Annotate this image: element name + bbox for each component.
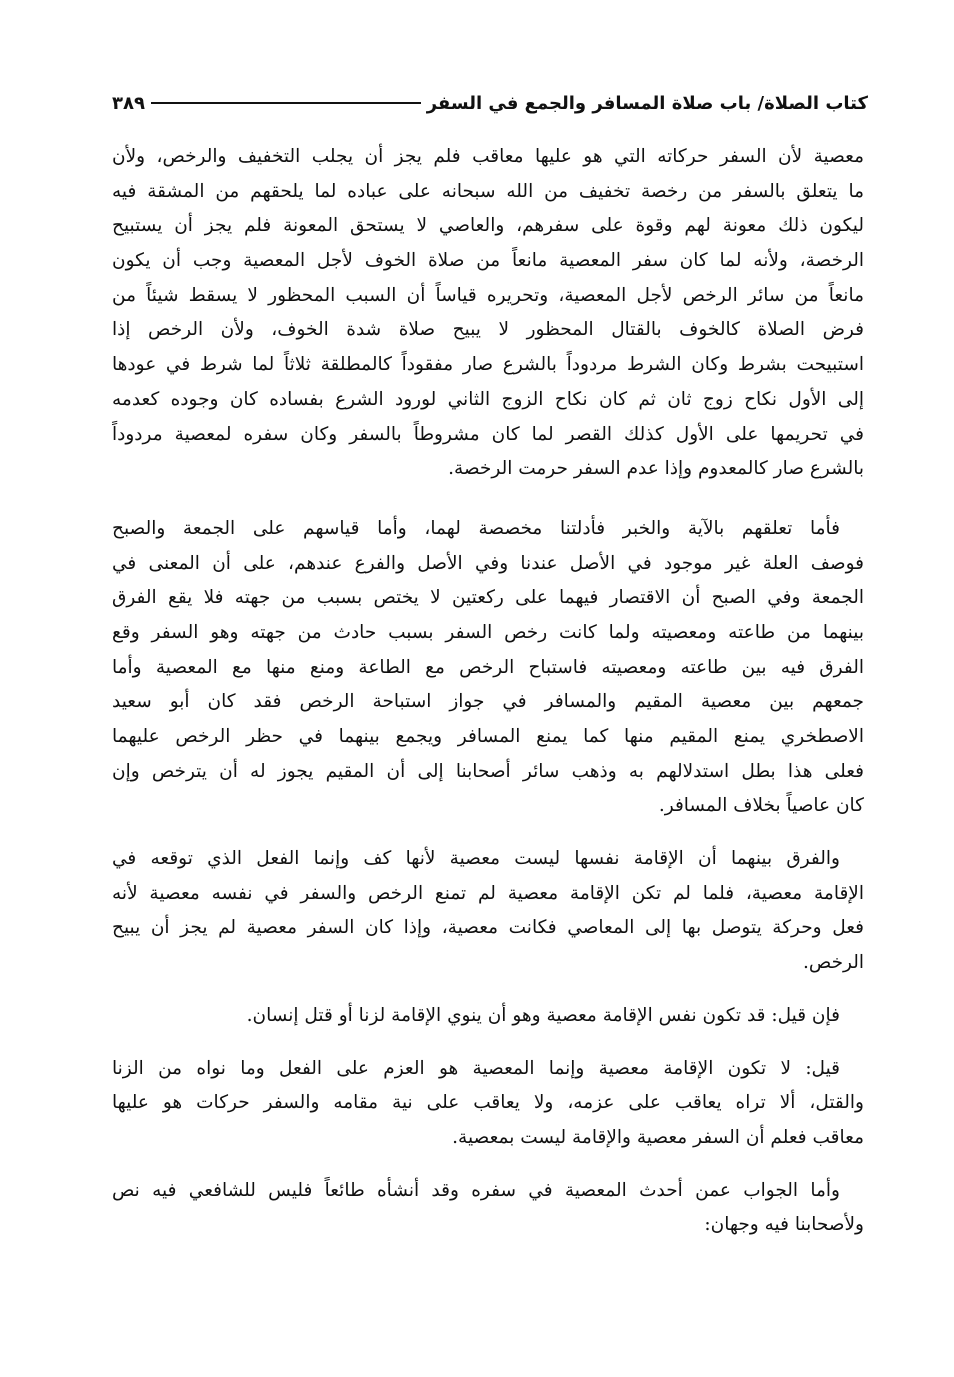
text-line: ولأصحابنا فيه وجهان: [704,1214,864,1236]
paragraph [112,512,864,824]
paragraph [112,1174,864,1243]
text-line: الرخص. [803,952,864,974]
text-line: استبيحت بشرط وكان الشرط مردوداً بالشرع صار مفقوداً كالمطلقة ثلاثاً لما شرط في عودها [112,354,864,376]
text-line: الفرق فيه بين طاعته ومعصيته فاستباح الرخص مع الطاعة ومنع منها مع المعصية وأما [112,656,864,678]
text-line: مانعاً من سائر الرخص لأجل المعصية، وتحريره قياساً أن السبب المحظور لا يسقط شيئاً من [112,284,864,306]
paragraph [112,999,864,1034]
text-line: بينهما من طاعته ومعصيته ولما كانت رخص السفر بسبب حادث من جهته وهو السفر وقع [112,621,864,643]
paragraph-gap [112,824,864,842]
text-line: معاقب فعلم أن السفر معصية والإقامة ليست بمعصية. [452,1126,864,1148]
text-line: فعل وحركة يتوصل بها إلى المعاصي فكانت معصية، وإذا كان السفر معصية لم يجز أن يبيح [112,917,864,939]
text-line: فأما تعلقهم بالآية والخبر فأدلتنا مخصصة لهما، وأما قياسهم على الجمعة والصبح [112,517,840,539]
paragraph [112,140,864,487]
text-line: فوصف العلة غير موجود في الأصل عندنا وفي الأصل والفرع عندهم، على أن المعنى في [112,552,864,574]
text-line: فعلى هذا بطل استدلالهم به وذهب سائر أصحابنا إلى أن المقيم يجوز له أن يترخص وإن [112,760,864,782]
header-title: كتاب الصلاة/ باب صلاة المسافر والجمع في السفر [426,92,868,114]
paragraph-gap [112,981,864,999]
page-number: ٣٨٩ [112,92,145,114]
text-line: ما يتعلق بالسفر من رخصة تخفيف من الله سبحانه على عباده لما يلحقهم من المشقة فيه [112,180,864,202]
text-line: ليكون ذلك معونة لهم وقوة على سفرهم، والعاصي لا يستحق المعونة فلم يجز أن يستبيح [112,215,864,237]
text-line: الجمعة وفي الصبح أن الاقتصار فيهما على ركعتين لا يختص بسبب من جهته فلا يقع الفرق [112,587,864,609]
text-line: في تحريمها على الأول كذلك القصر لما كان مشروطاً بالسفر وكان سفره لمعصية مردوداً [112,423,864,445]
text-line: إلى الأول نكاح زوج ثان ثم كان نكاح الزوج الثاني لورود الشرع بفساده كان وجوده كعدمه [112,388,864,410]
text-line: قيل: لا تكون الإقامة معصية وإنما المعصية هو العزم على الفعل وما نواه من الزنا [112,1057,840,1079]
text-line: معصية لأن السفر حركاته التي هو عليها معاقب فلم يجز أن يجلب التخفيف والرخص، ولأن [112,146,864,167]
paragraph-gap [112,487,864,512]
text-line: الإقامة معصية، فلما لم تكن الإقامة معصية لم تمنع الرخص والسفر في نفسه معصية لأنه [112,882,864,904]
text-line: بالشرع صار كالمعدوم وإذا عدم السفر حرمت الرخصة. [448,458,864,480]
text-line: كان عاصياً بخلاف المسافر. [658,795,864,817]
text-line: الرخصة، ولأنه لما كان سفر المعصية مانعاً من صلاة الخوف لأجل المعصية وجب أن يكون [112,250,864,272]
paragraph-gap [112,1156,864,1174]
page-body [112,140,864,1243]
text-line: جمعهم بين معصية المقيم والمسافر في جواز استباحة الرخص فقد كان أبو سعيد [112,691,864,713]
header-rule [151,102,421,104]
running-header [112,88,868,118]
text-line: وأما الجواب عمن أحدث المعصية في سفره وقد أنشأه طائعاً فليس للشافعي فيه نص [112,1179,840,1201]
paragraph [112,1052,864,1156]
text-line: والقتل، ألا تراه يعاقب على عزمه، ولا يعاقب على نية مقامه والسفر حركات هو عليها [112,1092,864,1114]
text-line: فإن قيل: قد تكون نفس الإقامة معصية وهو أن ينوي الإقامة لزنا أو قتل إنسان. [246,1004,840,1026]
text-line: فرض الصلاة كالخوف بالقتال المحظور لا يبيح صلاة شدة الخوف، ولأن الرخص إذا [112,319,864,341]
paragraph [112,842,864,981]
text-line: والفرق بينهما أن الإقامة نفسها ليست معصية لأنها كف وإنما الفعل الذي توقعه في [112,848,840,870]
paragraph-gap [112,1034,864,1052]
text-line: الاصطخري يمنع المقيم منها كما يمنع المسافر ويجمع بينهما في حظر الرخص عليهما [112,726,864,747]
